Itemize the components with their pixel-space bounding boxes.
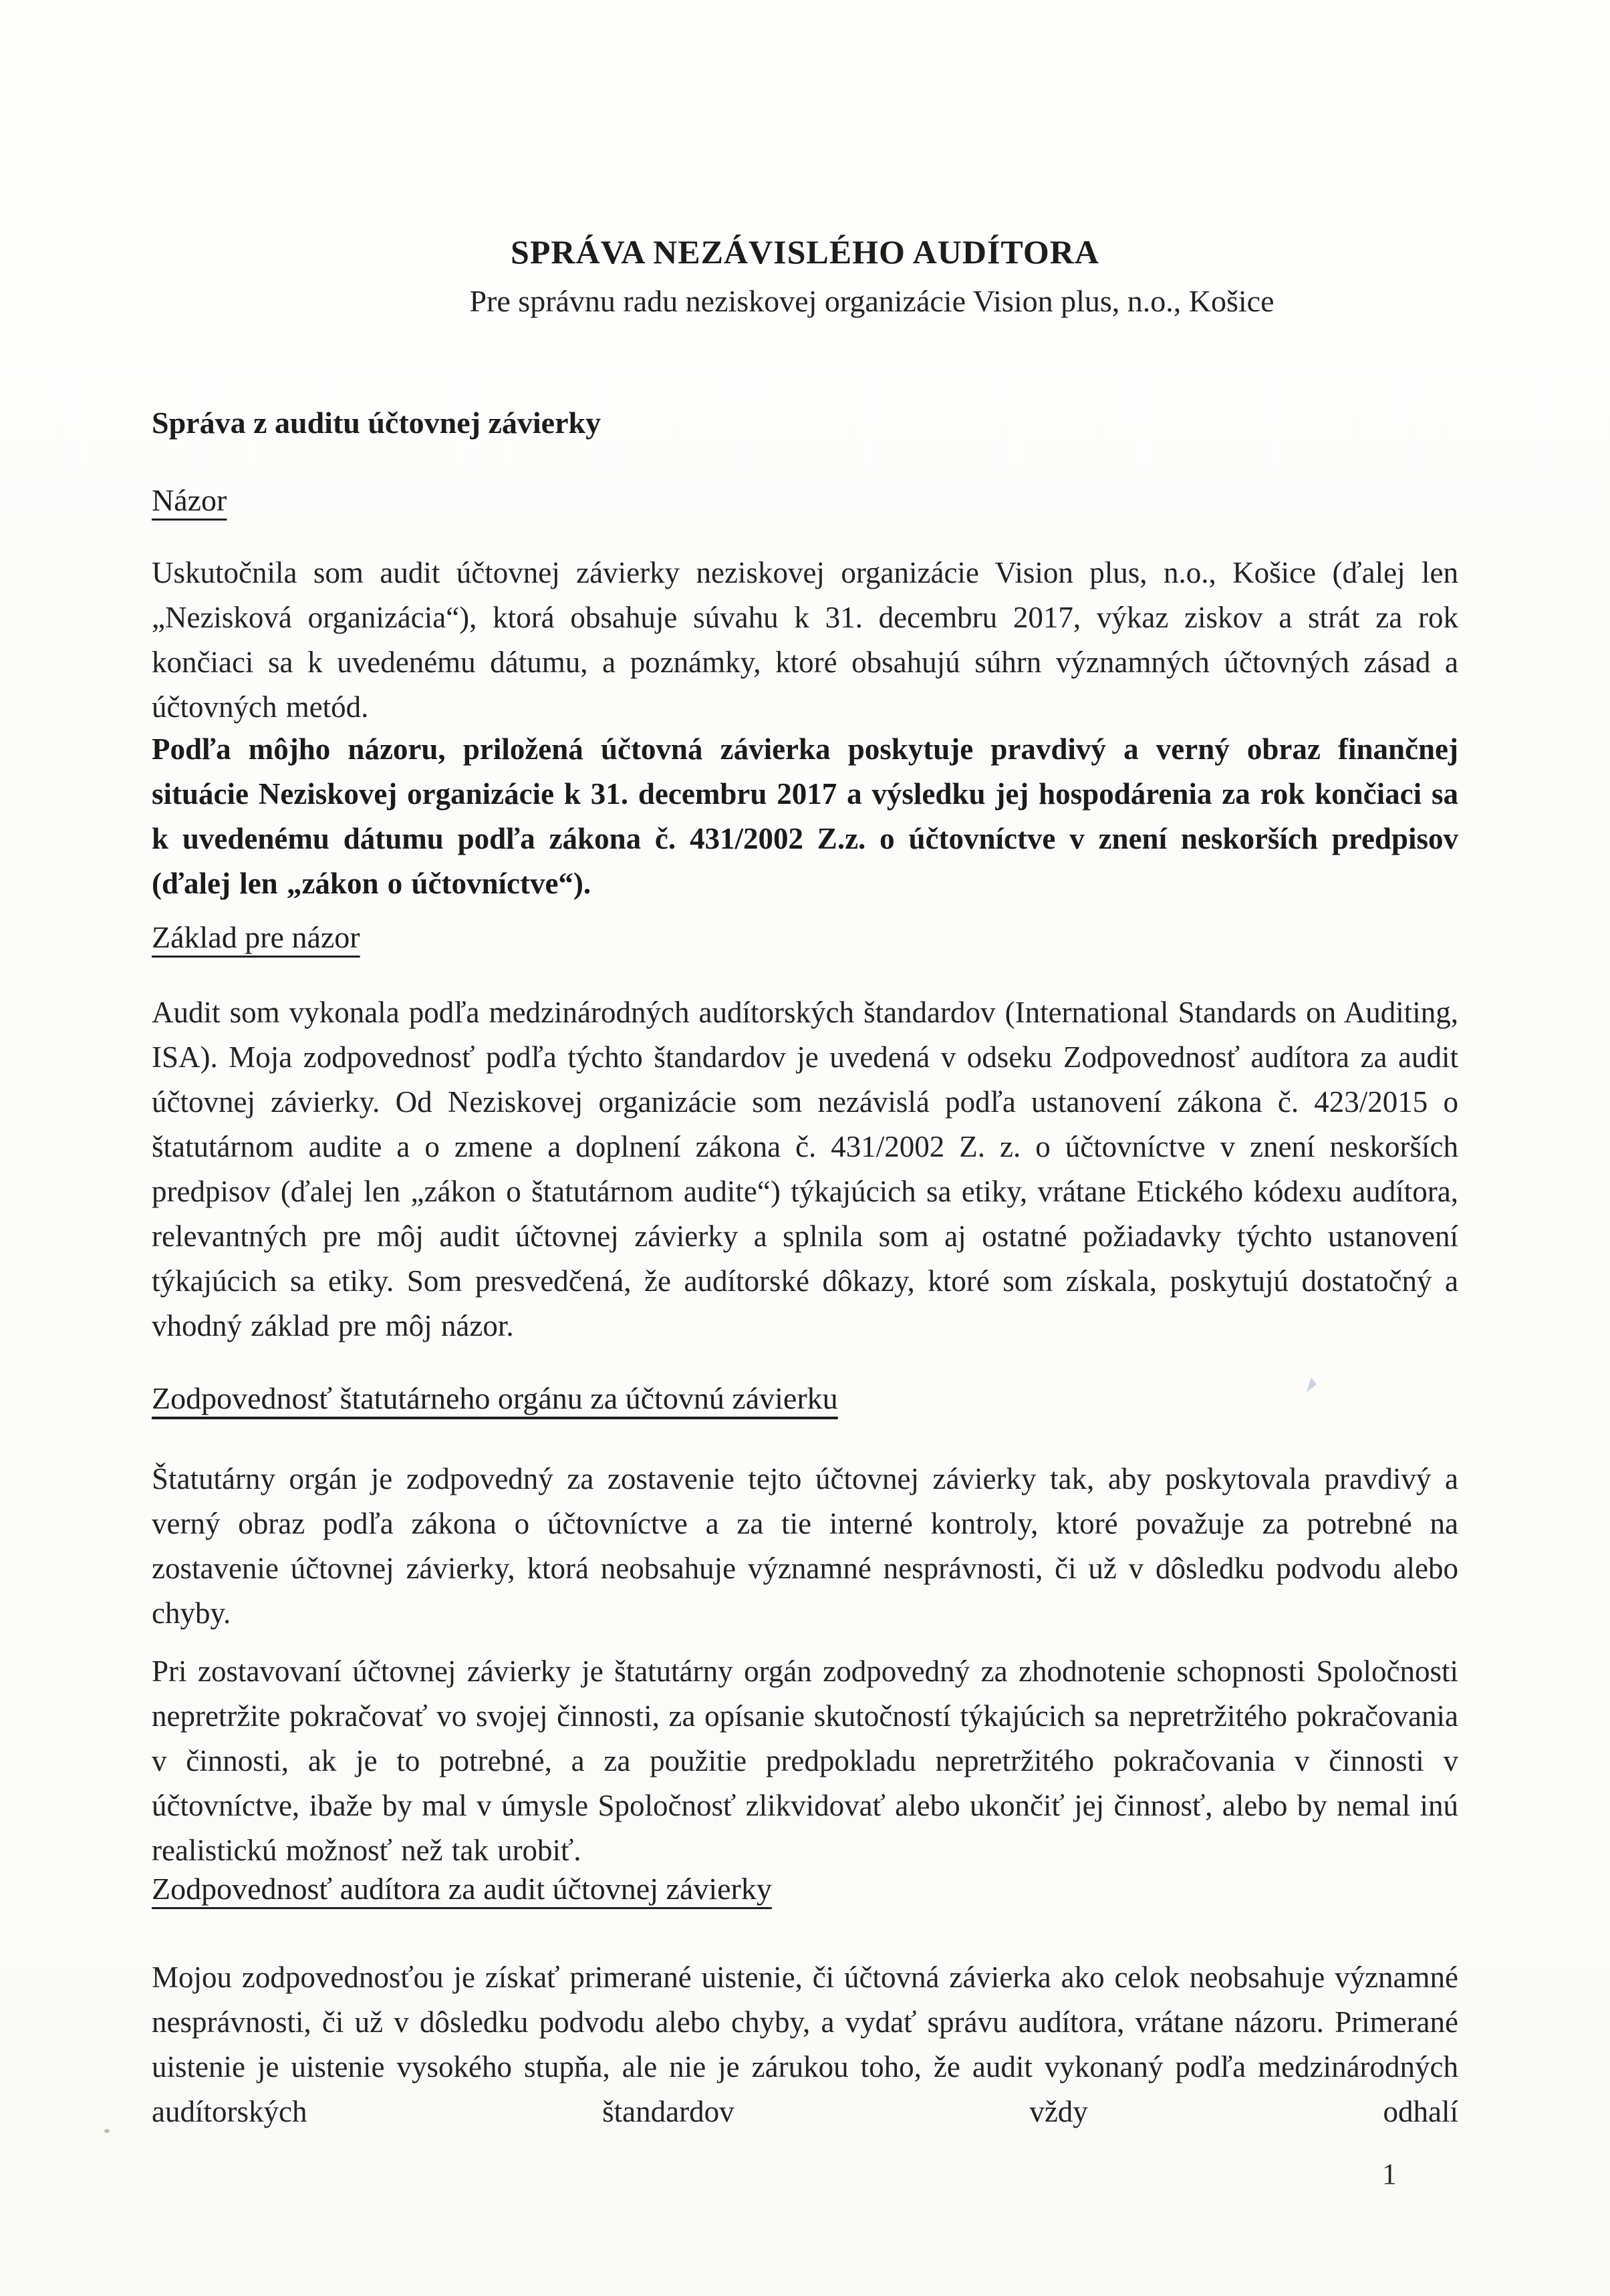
paragraph-auditor-responsibility: Mojou zodpovednosťou je získať primerané uistenie, či účtovná závierka ako celok neobsahuje významné nesprávnosti, či už v dôsledku podvodu alebo chyby, a vydať správu audítora, vrátane názoru. Primerané uistenie je uistenie vysokého stupňa, ale nie je zárukou toho, že audit vykonaný podľa medzinárodných audítorských štandardov vždy odhalí <box>152 1961 1458 2128</box>
heading-opinion: Názor <box>152 483 227 517</box>
paragraph-management-responsibility-2: Pri zostavovaní účtovnej závierky je štatutárny orgán zodpovedný za zhodnotenie schopnosti Spoločnosti nepretržite pokračovať vo svojej činnosti, za opísanie skutočností týkajúcich sa nepretržitého pokračovania v činnosti, ak je to potrebné, a za použitie predpokladu nepretržitého pokračovania v činnosti v účtovníctve, ibaže by mal v úmysle Spoločnosť zlikvidovať alebo ukončiť jej činnosť, alebo by nemal inú realistickú možnosť než tak urobiť. <box>152 1655 1458 1867</box>
heading-basis-for-opinion: Základ pre názor <box>152 920 360 954</box>
document-title: SPRÁVA NEZÁVISLÉHO AUDÍTORA <box>511 233 1099 271</box>
heading-management-responsibility: Zodpovednosť štatutárneho orgánu za účtovnú závierku <box>152 1381 838 1415</box>
paragraph-opinion-intro: Uskutočnila som audit účtovnej závierky neziskovej organizácie Vision plus, n.o., Košice (ďalej len „Nezisková organizácia“), ktorá obsahuje súvahu k 31. decembru 2017, výkaz ziskov a strát za rok končiaci sa k uvedenému dátumu, a poznámky, ktoré obsahujú súhrn významných účtovných zásad a účtovných metód. <box>152 556 1458 724</box>
paragraph-management-responsibility-1: Štatutárny orgán je zodpovedný za zostavenie tejto účtovnej závierky tak, aby poskytovala pravdivý a verný obraz podľa zákona o účtovníctve a za tie interné kontroly, ktoré považuje za potrebné na zostavenie účtovnej závierky, ktorá neobsahuje významné nesprávnosti, či už v dôsledku podvodu alebo chyby. <box>152 1462 1458 1630</box>
page-number: 1 <box>1382 2158 1397 2190</box>
document-subtitle: Pre správnu radu neziskovej organizácie Vision plus, n.o., Košice <box>469 284 1274 318</box>
scan-artifact-speck <box>104 2129 110 2133</box>
paragraph-basis-for-opinion: Audit som vykonala podľa medzinárodných audítorských štandardov (International Standards on Auditing, ISA). Moja zodpovednosť podľa týchto štandardov je uvedená v odseku Zodpovednosť audítora za audit účtovnej závierky. Od Neziskovej organizácie som nezávislá podľa ustanovení zákona č. 423/2015 o štatutárnom audite a o zmene a doplnení zákona č. 431/2002 Z. z. o účtovníctve v znení neskorších predpisov (ďalej len „zákon o štatutárnom audite“) týkajúcich sa etiky, vrátane Etického kódexu audítora, relevantných pre môj audit účtovnej závierky a splnila som aj ostatné požiadavky týchto ustanovení týkajúcich sa etiky. Som presvedčená, že audítorské dôkazy, ktoré som získala, poskytujú dostatočný a vhodný základ pre môj názor. <box>152 996 1458 1342</box>
paragraph-opinion-statement: Podľa môjho názoru, priložená účtovná závierka poskytuje pravdivý a verný obraz finančnej situácie Neziskovej organizácie k 31. decembru 2017 a výsledku jej hospodárenia za rok končiaci sa k uvedenému dátumu podľa zákona č. 431/2002 Z.z. o účtovníctve v znení neskorších predpisov (ďalej len „zákon o účtovníctve“). <box>152 732 1458 900</box>
report-section-title: Správa z auditu účtovnej závierky <box>152 406 601 440</box>
heading-auditor-responsibility: Zodpovednosť audítora za audit účtovnej závierky <box>152 1872 772 1906</box>
